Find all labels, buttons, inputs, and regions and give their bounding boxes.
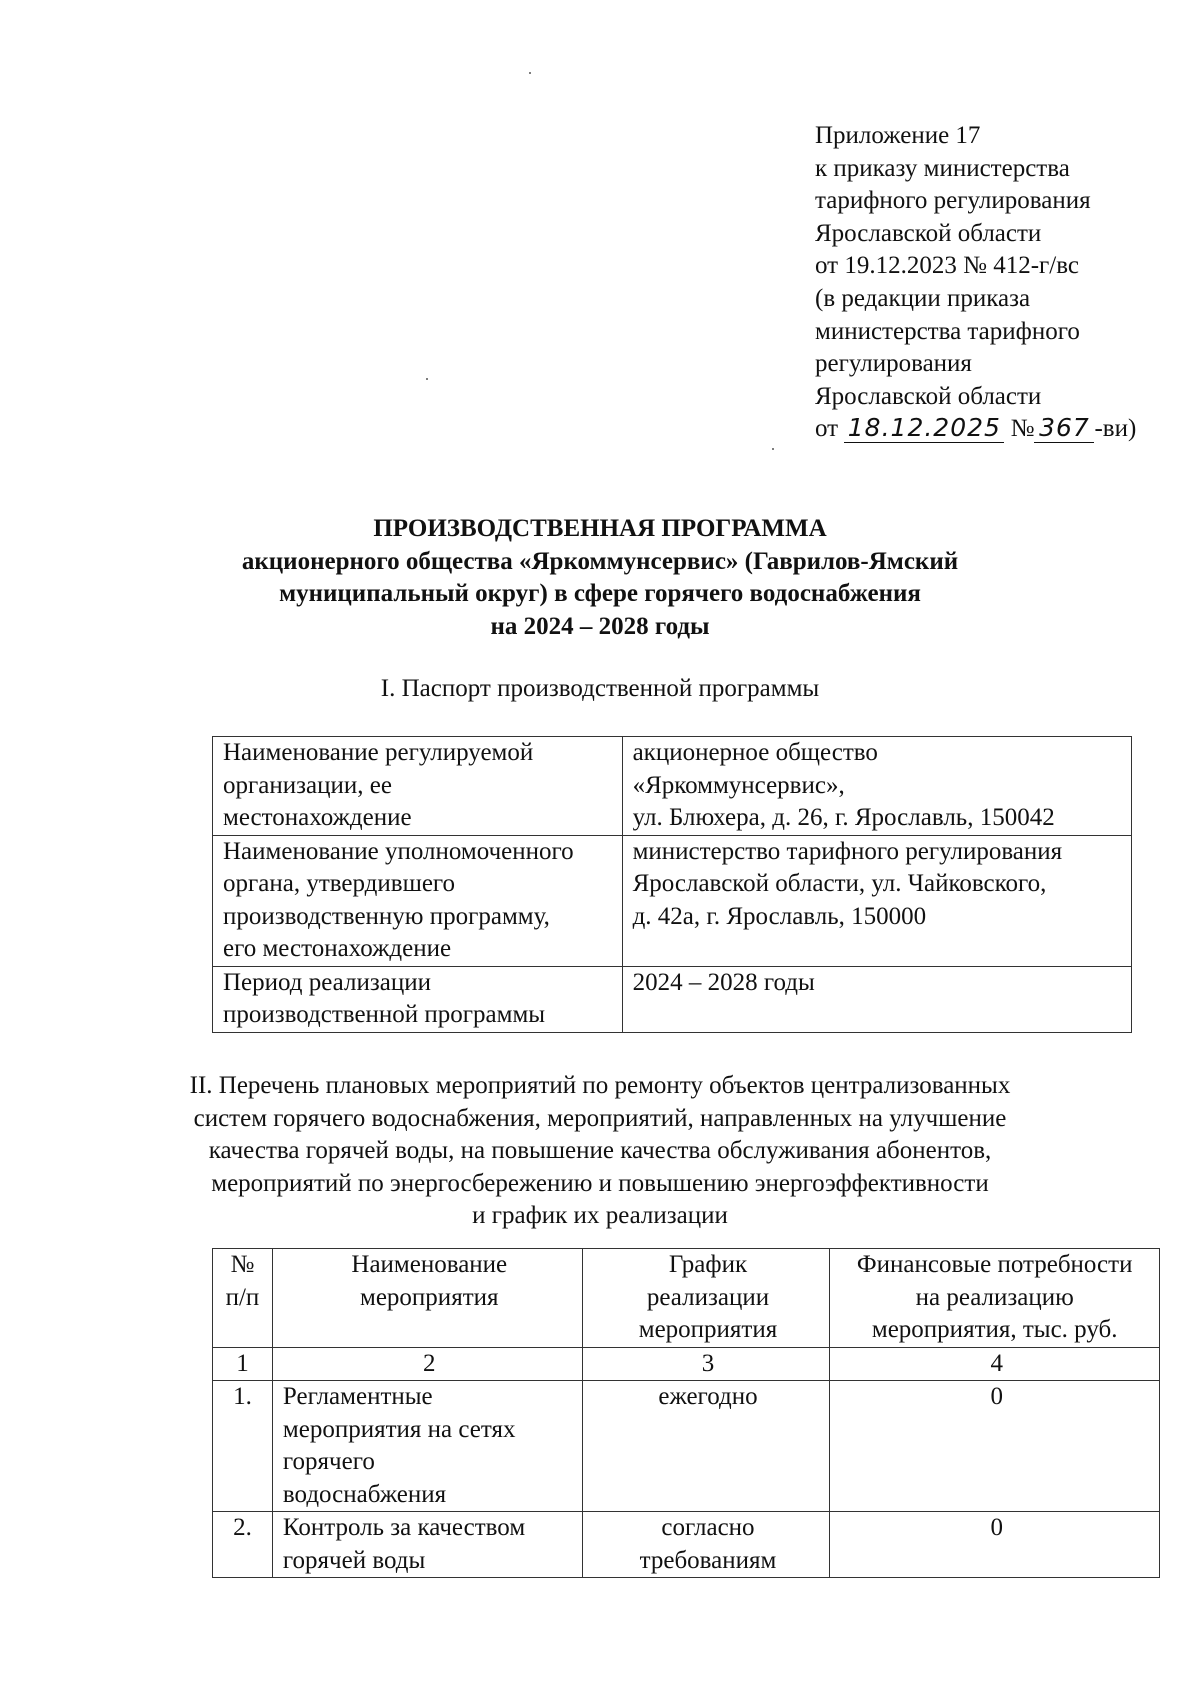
table-row [213, 835, 1132, 966]
measure-cost: 0 [830, 1381, 1160, 1512]
measure-name [272, 1512, 582, 1578]
table-row [213, 1512, 1160, 1578]
annex-line: Ярославской области [815, 382, 1042, 410]
section1-title: I. Паспорт производственной программы [380, 675, 820, 702]
cell-line: Регламентные [282, 1383, 433, 1410]
cell-line: мероприятия [638, 1316, 778, 1343]
table-row [213, 966, 1132, 1032]
cell-line: его местонахождение [223, 935, 452, 962]
cell-line: ежегодно [658, 1383, 758, 1410]
annex-date-blank [844, 415, 1004, 443]
cell-line: горячей воды [282, 1546, 426, 1574]
header-cell-cost [830, 1249, 1160, 1348]
passport-table [212, 736, 1132, 1033]
annex-prefix: от [815, 415, 839, 443]
scan-speck [772, 448, 774, 450]
cell-line: мероприятия [360, 1283, 499, 1311]
cell-line: министерство тарифного регулирования [632, 837, 1063, 865]
passport-label [213, 835, 623, 966]
cell-line: местонахождение [223, 804, 412, 831]
cell-line: водоснабжения [282, 1480, 447, 1508]
annex-line: к приказу министерства [815, 154, 1070, 182]
passport-value [622, 966, 1131, 1032]
cell-line: д. 42а, г. Ярославль, 150000 [632, 902, 927, 930]
measure-schedule [582, 1381, 830, 1512]
title-line: ПРОИЗВОДСТВЕННАЯ ПРОГРАММА [373, 515, 827, 542]
cell-line: «Яркоммунсервис», [632, 771, 845, 799]
annex-line: Приложение 17 [815, 122, 981, 149]
cell-line: на реализацию [915, 1283, 1074, 1311]
measures-table [212, 1248, 1160, 1578]
title-line: акционерного общества «Яркоммунсервис» (Гаврилов-Ямский [241, 547, 959, 575]
cell-line: 2024 – 2028 годы [632, 968, 815, 996]
header-cell-number [213, 1249, 273, 1348]
cell-line: организации, ее [223, 771, 392, 799]
passport-value [622, 835, 1131, 966]
cell-line: мероприятия на сетях [282, 1415, 516, 1443]
title-line: на 2024 – 2028 годы [490, 612, 710, 640]
cell-line: Наименование [351, 1251, 508, 1278]
title-line: муниципальный округ) в сфере горячего водоснабжения [279, 580, 921, 607]
cell-line: Период реализации [223, 968, 431, 996]
cell-line: горячего [282, 1448, 375, 1475]
cell-line: Ярославской области, ул. Чайковского, [632, 870, 1047, 897]
section2-title-line: систем горячего водоснабжения, мероприятий, направленных на улучшение [193, 1104, 1007, 1132]
section2-title [150, 1070, 1050, 1233]
table-header-row [213, 1249, 1160, 1348]
annex-suffix: -ви) [1094, 415, 1137, 443]
annex-line: министерства тарифного [815, 317, 1080, 345]
passport-value [622, 737, 1131, 836]
section2-title-line: и график их реализации [472, 1202, 728, 1229]
cell-line: Наименование регулируемой [223, 739, 534, 766]
annex-line: регулирования [815, 350, 972, 378]
cell-line: акционерное общество [632, 739, 878, 766]
row-number: 1. [213, 1381, 273, 1512]
cell-line: Наименование уполномоченного [223, 837, 574, 865]
row-number: 2. [213, 1512, 273, 1578]
table-numbering-row [213, 1347, 1160, 1381]
document-title [150, 513, 1050, 643]
measure-cost: 0 [830, 1512, 1160, 1578]
scan-speck [426, 378, 428, 380]
scan-speck [529, 72, 531, 74]
numbering-cell: 1 [213, 1347, 273, 1381]
annex-number-blank [1034, 415, 1094, 443]
cell-line: органа, утвердившего [223, 870, 456, 897]
table-row [213, 1381, 1160, 1512]
cell-line: График [668, 1251, 748, 1278]
measure-name [272, 1381, 582, 1512]
annex-line: Ярославской области [815, 219, 1042, 247]
cell-line: производственную программу, [223, 902, 550, 930]
cell-line: № [230, 1251, 255, 1278]
section2-title-line: качества горячей воды, на повышение качества обслуживания абонентов, [208, 1137, 992, 1164]
annex-amendment-line [815, 413, 1136, 446]
cell-line: ул. Блюхера, д. 26, г. Ярославль, 150042 [632, 804, 1055, 831]
passport-label [213, 966, 623, 1032]
cell-line: реализации [646, 1283, 770, 1311]
handwritten-number: 367 [1039, 413, 1090, 443]
annex-number-sign: № [1010, 415, 1035, 443]
table-row [213, 737, 1132, 836]
cell-line: Контроль за качеством [282, 1514, 526, 1541]
cell-line: производственной программы [223, 1001, 546, 1028]
measure-schedule [582, 1512, 830, 1578]
numbering-cell: 3 [582, 1347, 830, 1381]
section2-title-line: II. Перечень плановых мероприятий по ремонту объектов централизованных [189, 1072, 1011, 1099]
cell-line: требованиям [639, 1546, 777, 1574]
numbering-cell: 4 [830, 1347, 1160, 1381]
cell-line: п/п [225, 1283, 260, 1311]
cell-line: мероприятия, тыс. руб. [871, 1316, 1118, 1343]
annex-header [815, 120, 1136, 446]
annex-line: тарифного регулирования [815, 187, 1091, 215]
cell-line: согласно [661, 1514, 755, 1541]
annex-line: (в редакции приказа [815, 284, 1031, 312]
cell-line: Финансовые потребности [856, 1251, 1133, 1278]
passport-label [213, 737, 623, 836]
header-cell-schedule [582, 1249, 830, 1348]
annex-line: от 19.12.2023 № 412-г/вс [815, 252, 1079, 280]
section2-title-line: мероприятий по энергосбережению и повышению энергоэффективности [211, 1169, 989, 1197]
header-cell-name [272, 1249, 582, 1348]
handwritten-date: 18.12.2025 [847, 413, 1001, 443]
numbering-cell: 2 [272, 1347, 582, 1381]
